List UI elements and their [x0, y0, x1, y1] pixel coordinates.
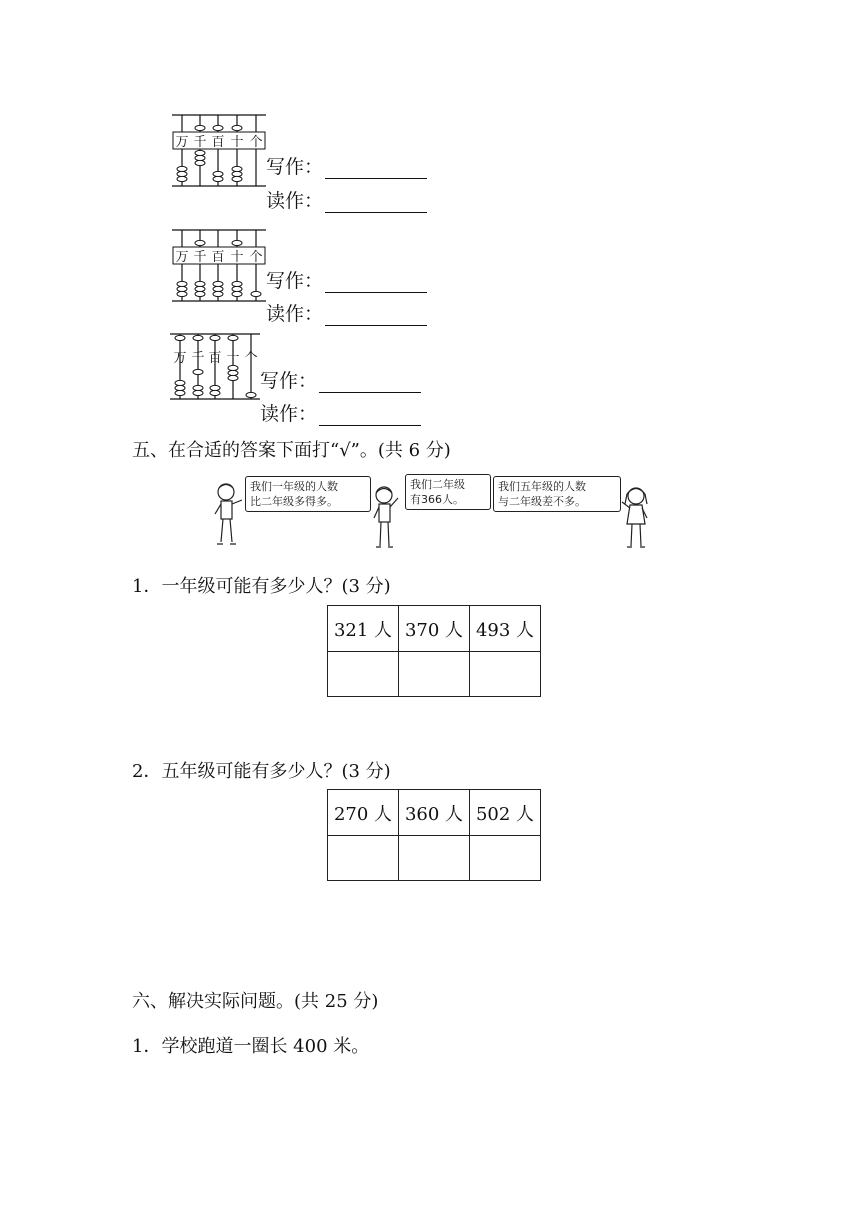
speech-line: 我们一年级的人数	[250, 480, 338, 493]
child-figure-right	[618, 484, 652, 552]
answer-blank[interactable]	[319, 374, 421, 393]
abacus-2	[170, 227, 270, 307]
place-label: 万	[175, 135, 189, 150]
place-label: 百	[208, 351, 222, 366]
place-label: 百	[211, 250, 225, 265]
speech-line: 我们五年级的人数	[498, 480, 586, 493]
answer-blank[interactable]	[325, 274, 427, 293]
place-label: 个	[244, 351, 258, 366]
read-label: 读作：	[266, 303, 324, 325]
checkmark-box[interactable]	[399, 836, 470, 881]
place-label: 个	[249, 250, 263, 265]
place-label: 十	[230, 250, 244, 265]
write-row	[260, 366, 421, 393]
speech-illustration	[212, 472, 654, 552]
question-grade1: 1．一年级可能有多少人？(3 分)	[132, 576, 391, 597]
question-grade5: 2．五年级可能有多少人？(3 分)	[132, 761, 391, 782]
place-label: 个	[249, 135, 263, 150]
write-label: 写作：	[266, 270, 324, 292]
place-label: 千	[193, 250, 207, 265]
question-track: 1．学校跑道一圈长 400 米。	[132, 1036, 370, 1057]
read-row	[266, 186, 427, 213]
place-label: 百	[211, 135, 225, 150]
write-label: 写作：	[266, 156, 324, 178]
child-figure-middle	[370, 484, 400, 552]
place-label: 十	[230, 135, 244, 150]
option-cell: 270 人	[328, 790, 399, 836]
section5-heading: 五、在合适的答案下面打“√”。(共 6 分)	[132, 440, 451, 461]
place-label: 千	[191, 351, 205, 366]
answer-blank[interactable]	[325, 194, 427, 213]
checkmark-box[interactable]	[328, 836, 399, 881]
answer-blank[interactable]	[325, 307, 427, 326]
speech-line: 与二年级差不多。	[498, 495, 586, 508]
write-label: 写作：	[260, 370, 318, 392]
read-label: 读作：	[260, 403, 318, 425]
checkmark-box[interactable]	[470, 836, 541, 881]
answer-blank[interactable]	[319, 407, 421, 426]
read-row	[266, 299, 427, 326]
option-cell: 321 人	[328, 606, 399, 652]
write-row	[266, 266, 427, 293]
option-cell: 360 人	[399, 790, 470, 836]
speech-line: 我们二年级	[410, 478, 465, 491]
read-row	[260, 399, 421, 426]
abacus-3	[168, 331, 268, 405]
checkmark-box[interactable]	[470, 652, 541, 697]
checkmark-box[interactable]	[328, 652, 399, 697]
place-label: 十	[226, 351, 240, 366]
place-label: 千	[193, 135, 207, 150]
child-figure-left	[212, 480, 244, 550]
speech-bubble-grade1	[245, 476, 371, 512]
read-label: 读作：	[266, 190, 324, 212]
speech-bubble-grade2	[405, 474, 491, 510]
section6-heading: 六、解决实际问题。(共 25 分)	[132, 991, 379, 1012]
answer-blank[interactable]	[325, 160, 427, 179]
checkmark-box[interactable]	[399, 652, 470, 697]
place-label: 万	[173, 351, 187, 366]
options-table-grade1	[327, 605, 541, 697]
options-table-grade5	[327, 789, 541, 881]
option-cell: 493 人	[470, 606, 541, 652]
write-row	[266, 152, 427, 179]
place-label: 万	[175, 250, 189, 265]
abacus-1	[170, 112, 270, 192]
speech-bubble-grade5	[493, 476, 621, 512]
speech-line: 比二年级多得多。	[250, 495, 338, 508]
speech-line: 有366人。	[410, 493, 464, 506]
option-cell: 502 人	[470, 790, 541, 836]
option-cell: 370 人	[399, 606, 470, 652]
